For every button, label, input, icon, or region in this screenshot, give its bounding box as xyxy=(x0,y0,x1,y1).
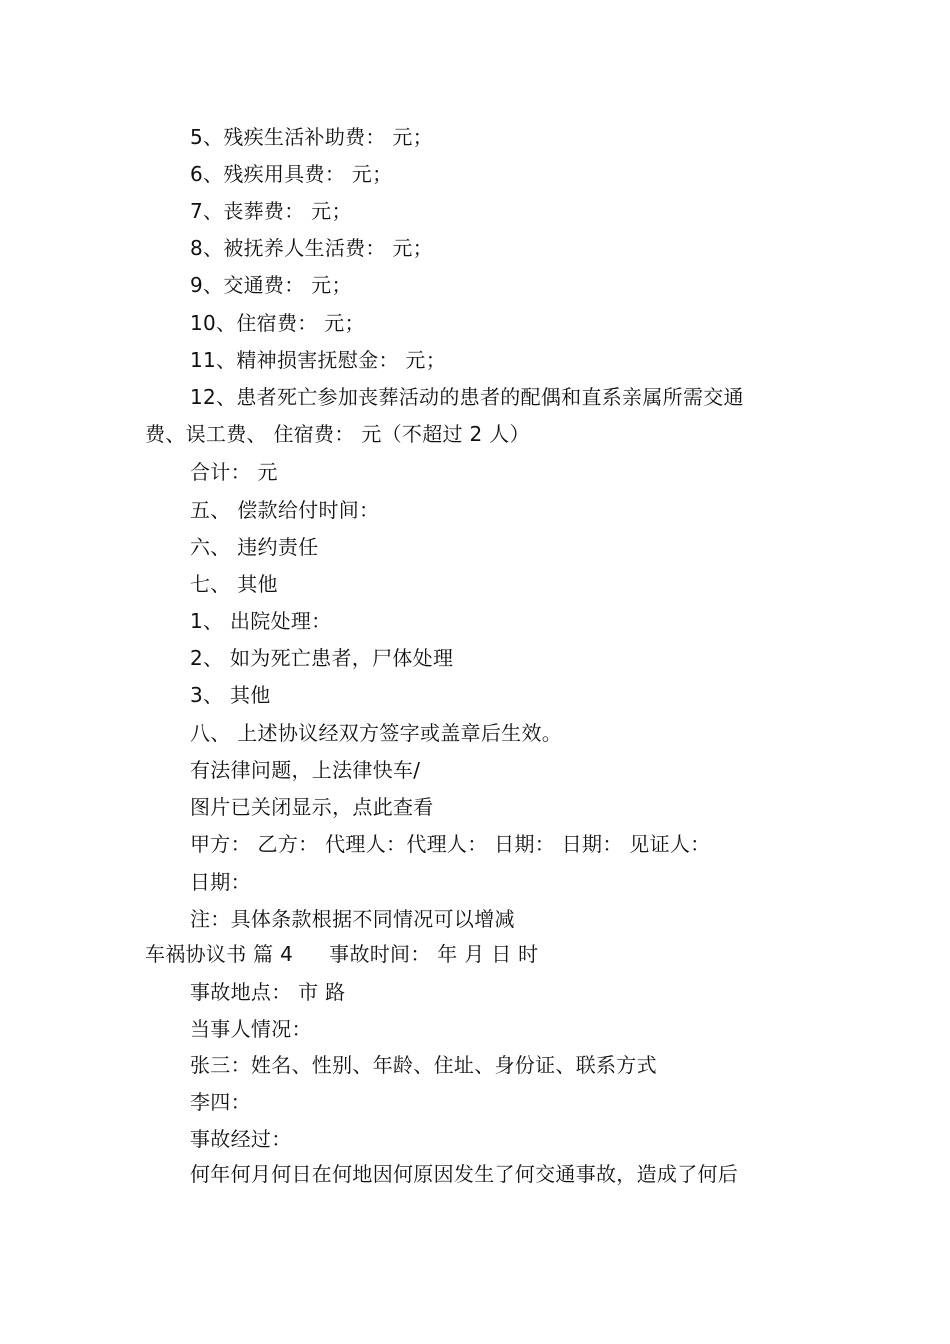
text-line: 日期： xyxy=(190,870,251,894)
text-line: 六、 违约责任 xyxy=(190,535,319,559)
section-title: 车祸协议书 篇 4 xyxy=(145,942,294,966)
text-line: 12、患者死亡参加丧葬活动的患者的配偶和直系亲属所需交通 xyxy=(190,385,744,409)
text-line: 事故经过： xyxy=(190,1127,292,1151)
text-line: 七、 其他 xyxy=(190,572,278,596)
text-line: 5、残疾生活补助费： 元； xyxy=(190,125,433,149)
text-line: 事故地点： 市 路 xyxy=(190,980,346,1004)
text-line: 3、 其他 xyxy=(190,683,271,707)
text-line: 费、误工费、 住宿费： 元（不超过 2 人） xyxy=(145,422,530,446)
text-line: 当事人情况： xyxy=(190,1017,312,1041)
text-line: 甲方： 乙方： 代理人：代理人： 日期： 日期： 见证人： xyxy=(190,832,711,856)
text-line[interactable]: 图片已关闭显示，点此查看 xyxy=(190,795,434,819)
text-line: 7、丧葬费： 元； xyxy=(190,199,352,223)
text-line: 有法律问题，上法律快车/ xyxy=(190,758,421,782)
text-line: 6、残疾用具费： 元； xyxy=(190,162,393,186)
text-line: 合计： 元 xyxy=(190,460,278,484)
text-line: 李四： xyxy=(190,1090,251,1114)
text-line: 10、住宿费： 元； xyxy=(190,311,365,335)
text-line: 注：具体条款根据不同情况可以增减 xyxy=(190,907,515,931)
text-line: 1、 出院处理： xyxy=(190,609,332,633)
text-line: 八、 上述协议经双方签字或盖章后生效。 xyxy=(190,721,563,745)
text-line: 8、被抚养人生活费： 元； xyxy=(190,236,433,260)
text-line: 11、精神损害抚慰金： 元； xyxy=(190,348,447,372)
accident-time: 事故时间： 年 月 日 时 xyxy=(329,942,539,966)
text-line: 2、 如为死亡患者，尸体处理 xyxy=(190,646,454,670)
section-heading-line xyxy=(145,941,538,967)
text-line: 9、交通费： 元； xyxy=(190,273,352,297)
text-line: 何年何月何日在何地因何原因发生了何交通事故，造成了何后 xyxy=(190,1162,739,1186)
text-line: 张三：姓名、性别、年龄、住址、身份证、联系方式 xyxy=(190,1053,657,1077)
text-line: 五、 偿款给付时间： xyxy=(190,498,380,522)
